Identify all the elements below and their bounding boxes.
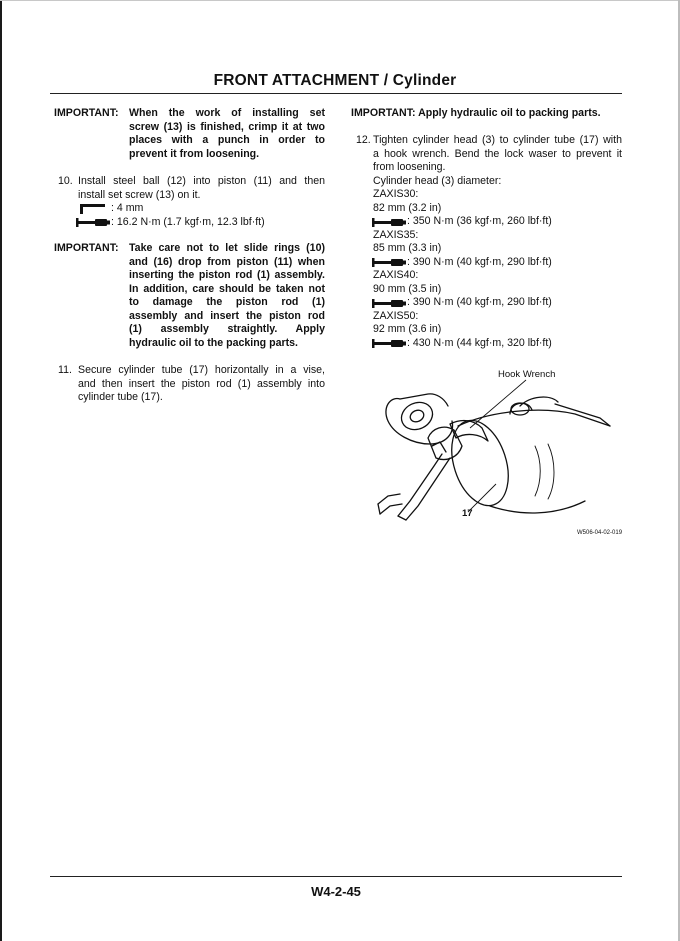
hex-key-size: : 4 mm [111, 202, 144, 214]
torque-wrench-icon [372, 218, 406, 228]
model-name: ZAXIS30: [373, 188, 419, 200]
important-text-line: places with a punch in order to [129, 134, 325, 146]
torque-wrench-icon [372, 258, 406, 268]
important-label: IMPORTANT: [54, 242, 119, 254]
step-text-line: from loosening. [373, 161, 446, 173]
important-text-line: (1) assembly straightly. Apply [129, 323, 325, 335]
page-frame-top [0, 0, 680, 1]
model-diameter: 90 mm (3.5 in) [373, 282, 442, 295]
important-text-line: inserting the piston rod (1) assembly. [129, 269, 325, 281]
torque-value: : 350 N·m (36 kgf·m, 260 lbf·ft) [407, 215, 552, 227]
torque-value: : 390 N·m (40 kgf·m, 290 lbf·ft) [407, 296, 552, 308]
step-text-line: install set screw (13) on it. [78, 188, 201, 201]
important-text-line: and (16) drop from piston (11) when [129, 255, 325, 268]
model-diameter: 85 mm (3.3 in) [373, 242, 442, 254]
important-text-line: to damage the piston rod (1) [129, 296, 325, 308]
torque-wrench-icon [372, 339, 406, 349]
important-note: IMPORTANT: Apply hydraulic oil to packing parts. [351, 107, 601, 119]
hex-key-icon [80, 204, 106, 214]
step-text-line: Install steel ball (12) into piston (11) and then [78, 175, 325, 187]
figure-label-hook-wrench: Hook Wrench [498, 369, 556, 380]
step-number: 12. [356, 134, 371, 146]
model-name: ZAXIS40: [373, 269, 419, 281]
important-label: IMPORTANT: [54, 107, 119, 119]
step-text-line: cylinder tube (17). [78, 391, 163, 403]
title-rule [50, 93, 622, 94]
torque-wrench-icon [372, 299, 406, 309]
model-diameter: 92 mm (3.6 in) [373, 323, 442, 335]
torque-wrench-icon [76, 218, 110, 228]
step-text-line: Tighten cylinder head (3) to cylinder tube (17) with [373, 134, 622, 146]
step-text-line: Secure cylinder tube (17) horizontally in a vise, [78, 364, 325, 376]
torque-value: : 16.2 N·m (1.7 kgf·m, 12.3 lbf·ft) [111, 215, 265, 228]
figure-id: W506-04-02-019 [577, 530, 623, 536]
page-title: FRONT ATTACHMENT / Cylinder [213, 72, 457, 89]
important-text-line: When the work of installing set [129, 107, 325, 119]
model-diameter: 82 mm (3.2 in) [373, 201, 442, 214]
step-text-line: a hook wrench. Bend the lock waser to prevent it [373, 147, 622, 160]
model-name: ZAXIS50: [373, 309, 419, 322]
hook-wrench-illustration [370, 366, 626, 541]
important-text-line: Take care not to let slide rings (10) [129, 242, 325, 254]
model-name: ZAXIS35: [373, 228, 419, 241]
torque-value: : 390 N·m (40 kgf·m, 290 lbf·ft) [407, 255, 552, 268]
page-frame-left [0, 0, 2, 941]
diameter-label: Cylinder head (3) diameter: [373, 174, 502, 187]
step-text-line: and then insert the piston rod (1) assembly into [78, 377, 325, 390]
important-text-line: screw (13) is finished, crimp it at two [129, 120, 325, 133]
torque-value: : 430 N·m (44 kgf·m, 320 lbf·ft) [407, 336, 552, 349]
important-text-line: In addition, care should be taken not [129, 282, 325, 295]
important-text-line: prevent it from loosening. [129, 147, 260, 160]
step-number: 10. [58, 175, 73, 187]
footer-rule [50, 876, 622, 877]
important-text-line: hydraulic oil to the packing parts. [129, 336, 298, 349]
important-text-line: assembly and insert the piston rod [129, 309, 325, 322]
page-number: W4-2-45 [311, 884, 361, 899]
step-number: 11. [58, 364, 72, 376]
figure-label-part: 17 [462, 508, 473, 519]
